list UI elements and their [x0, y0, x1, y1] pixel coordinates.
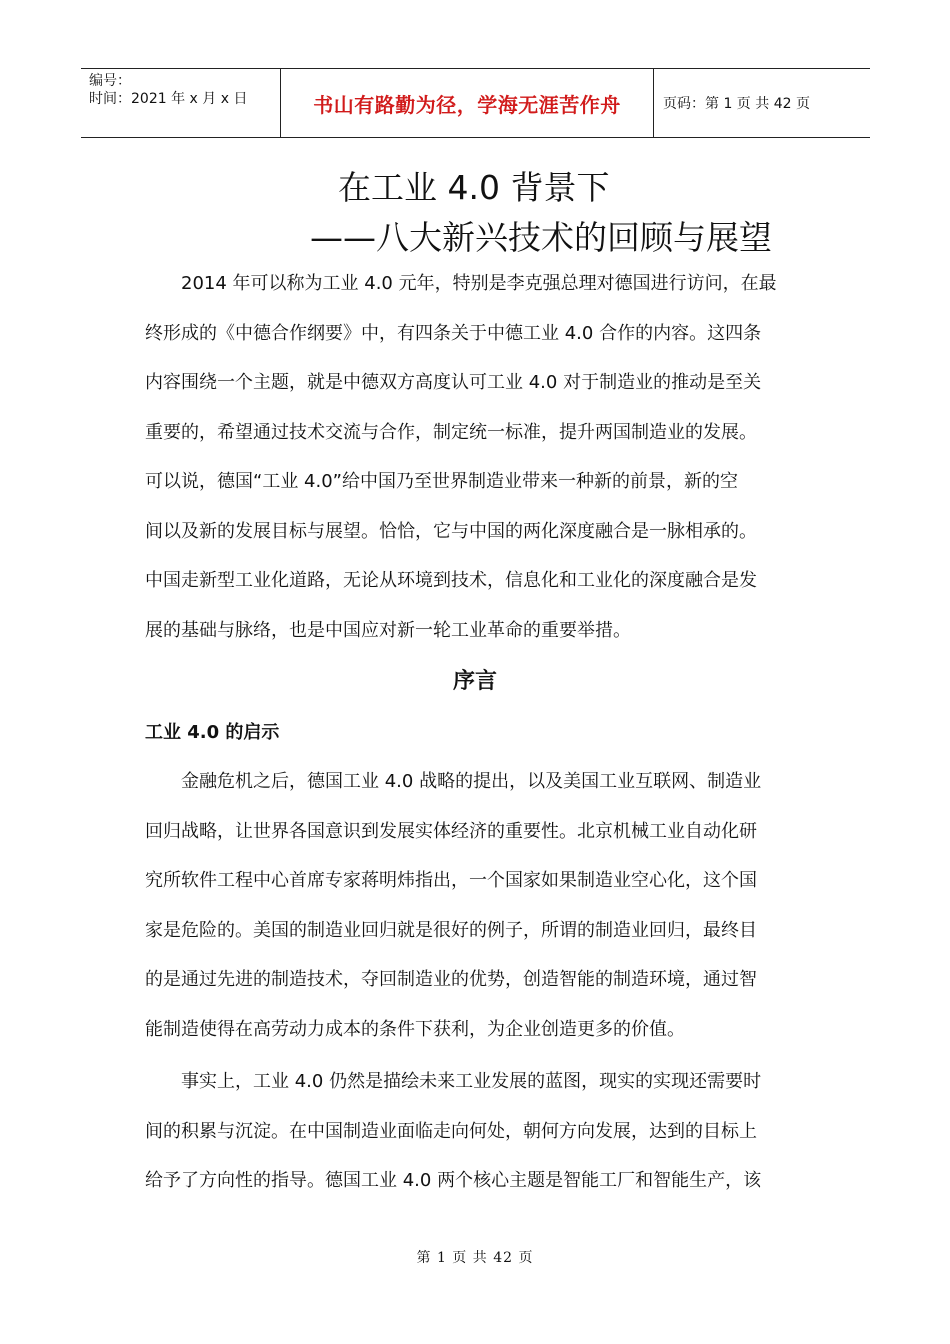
text-line: 回归战略，让世界各国意识到发展实体经济的重要性。北京机械工业自动化研 [145, 820, 757, 842]
header-motto-cell [281, 69, 654, 137]
header-meta-cell [81, 69, 281, 137]
motto-text: 书山有路勤为径，学海无涯苦作舟 [313, 92, 621, 117]
page-info: 页码：第 1 页 共 42 页 [663, 96, 810, 112]
text-line: 给予了方向性的指导。德国工业 4.0 两个核心主题是智能工厂和智能生产，该 [145, 1170, 762, 1191]
document-header-table [81, 68, 870, 138]
header-page-cell [654, 69, 870, 137]
intro-paragraph [145, 259, 807, 655]
time-label: 时间：2021 年 x 月 x 日 [89, 91, 248, 107]
text-line: 展的基础与脉络，也是中国应对新一轮工业革命的重要举措。 [145, 619, 631, 641]
paragraph-2 [145, 757, 807, 1054]
text-line: 2014 年可以称为工业 4.0 元年，特别是李克强总理对德国进行访问，在最 [145, 273, 777, 294]
subsection-heading: 工业 4.0 的启示 [145, 722, 280, 743]
text-line: 可以说，德国“工业 4.0”给中国乃至世界制造业带来一种新的前景，新的空 [145, 471, 738, 492]
title-line-1: 在工业 4.0 背景下 [338, 168, 610, 207]
section-heading: 序言 [452, 669, 497, 694]
text-line: 能制造使得在高劳动力成本的条件下获利，为企业创造更多的价值。 [145, 1018, 685, 1040]
text-line: 中国走新型工业化道路，无论从环境到技术，信息化和工业化的深度融合是发 [145, 570, 757, 591]
paragraph-3 [145, 1057, 807, 1206]
text-line: 重要的，希望通过技术交流与合作，制定统一标准，提升两国制造业的发展。 [145, 421, 757, 443]
text-line: 终形成的《中德合作纲要》中，有四条关于中德工业 4.0 合作的内容。这四条 [145, 322, 762, 344]
text-line: 究所软件工程中心首席专家蒋明炜指出，一个国家如果制造业空心化，这个国 [145, 870, 757, 891]
text-line: 内容围绕一个主题，就是中德双方高度认可工业 4.0 对于制造业的推动是至关 [145, 372, 762, 393]
title-line-2: ——八大新兴技术的回顾与展望 [310, 218, 772, 257]
text-line: 的是通过先进的制造技术，夺回制造业的优势，创造智能的制造环境，通过智 [145, 969, 757, 990]
page-footer: 第 1 页 共 42 页 [416, 1250, 534, 1266]
text-line: 金融危机之后，德国工业 4.0 战略的提出，以及美国工业互联网、制造业 [145, 771, 762, 792]
text-line: 家是危险的。美国的制造业回归就是很好的例子，所谓的制造业回归，最终目 [145, 919, 757, 941]
text-line: 间以及新的发展目标与展望。恰恰，它与中国的两化深度融合是一脉相承的。 [145, 520, 757, 542]
text-line: 事实上，工业 4.0 仍然是描绘未来工业发展的蓝图，现实的实现还需要时 [145, 1071, 762, 1092]
text-line: 间的积累与沉淀。在中国制造业面临走向何处，朝何方向发展，达到的目标上 [145, 1120, 757, 1142]
number-label: 编号： [89, 73, 131, 89]
